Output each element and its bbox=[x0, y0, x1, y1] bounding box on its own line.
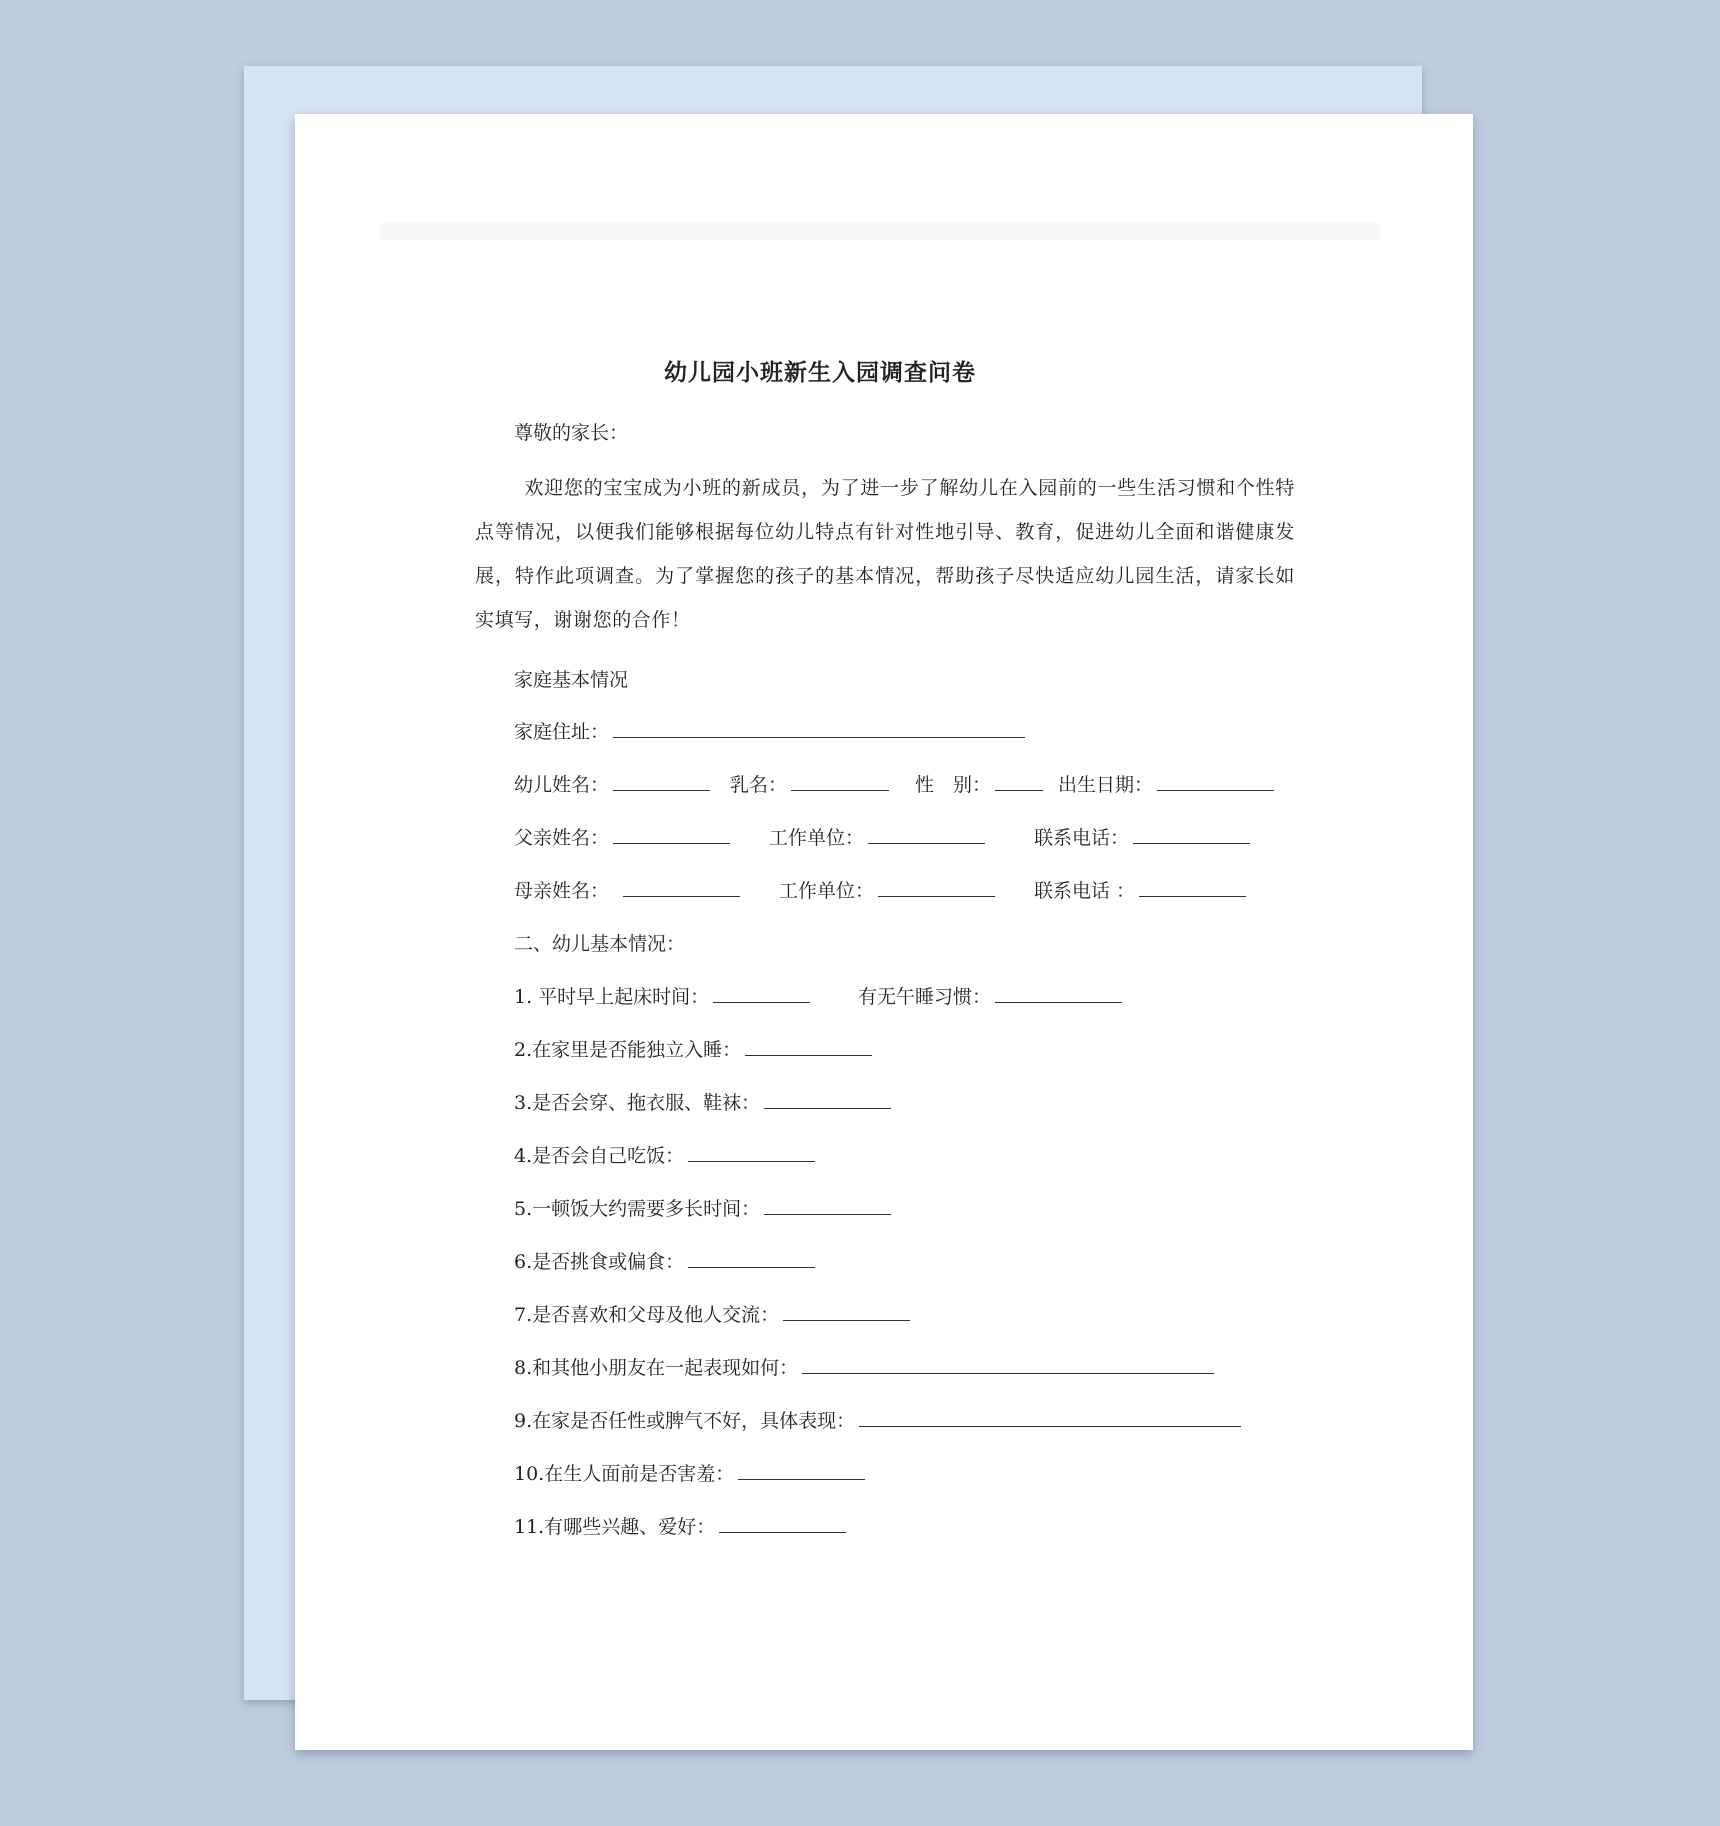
question-3-row bbox=[514, 1091, 891, 1115]
question-1-row bbox=[514, 985, 1314, 1009]
question-1a-label: 1. 平时早上起床时间： bbox=[514, 986, 710, 1008]
mother-name-label: 母亲姓名： bbox=[514, 880, 610, 902]
question-11-row bbox=[514, 1515, 846, 1539]
address-label: 家庭住址： bbox=[514, 721, 610, 743]
father-phone-field[interactable] bbox=[1133, 829, 1250, 844]
mother-work-field[interactable] bbox=[878, 882, 995, 897]
child-section-heading: 二、幼儿基本情况： bbox=[514, 933, 686, 955]
question-5-label: 5.一顿饭大约需要多长时间： bbox=[514, 1198, 761, 1220]
father-work-field[interactable] bbox=[868, 829, 985, 844]
father-work-label: 工作单位： bbox=[769, 827, 865, 849]
father-name-label: 父亲姓名： bbox=[514, 827, 610, 849]
question-4-label: 4.是否会自己吃饭： bbox=[514, 1145, 685, 1167]
question-7-row bbox=[514, 1303, 910, 1327]
question-2-row bbox=[514, 1038, 872, 1062]
question-10-label: 10.在生人面前是否害羞： bbox=[514, 1463, 735, 1485]
question-10-row bbox=[514, 1462, 865, 1486]
document-content bbox=[295, 114, 1473, 1750]
child-info-row bbox=[514, 773, 1314, 797]
question-1b-field[interactable] bbox=[995, 988, 1122, 1003]
child-name-field[interactable] bbox=[613, 776, 710, 791]
gender-field[interactable] bbox=[995, 776, 1043, 791]
question-4-field[interactable] bbox=[688, 1147, 815, 1162]
document-page bbox=[295, 114, 1473, 1750]
question-4-row bbox=[514, 1144, 815, 1168]
question-7-field[interactable] bbox=[783, 1306, 910, 1321]
father-phone-label: 联系电话： bbox=[1034, 827, 1130, 849]
nickname-field[interactable] bbox=[791, 776, 889, 791]
question-1b-label: 有无午睡习惯： bbox=[858, 986, 992, 1008]
question-2-field[interactable] bbox=[745, 1041, 872, 1056]
child-name-label: 幼儿姓名： bbox=[514, 774, 610, 796]
document-title: 幼儿园小班新生入园调查问卷 bbox=[664, 359, 976, 386]
mother-work-label: 工作单位： bbox=[779, 880, 875, 902]
question-11-label: 11.有哪些兴趣、爱好： bbox=[514, 1516, 716, 1538]
question-3-field[interactable] bbox=[764, 1094, 891, 1109]
question-9-label: 9.在家是否任性或脾气不好，具体表现： bbox=[514, 1410, 856, 1432]
mother-phone-field[interactable] bbox=[1139, 882, 1246, 897]
question-11-field[interactable] bbox=[719, 1518, 846, 1533]
question-6-field[interactable] bbox=[688, 1253, 815, 1268]
mother-phone-label: 联系电话 ： bbox=[1034, 880, 1136, 902]
question-9-field[interactable] bbox=[859, 1412, 1241, 1427]
question-9-row bbox=[514, 1409, 1241, 1433]
question-5-field[interactable] bbox=[764, 1200, 891, 1215]
question-7-label: 7.是否喜欢和父母及他人交流： bbox=[514, 1304, 780, 1326]
question-10-field[interactable] bbox=[738, 1465, 865, 1480]
question-5-row bbox=[514, 1197, 891, 1221]
mother-info-row bbox=[514, 879, 1314, 903]
mother-name-field[interactable] bbox=[623, 882, 740, 897]
question-6-row bbox=[514, 1250, 815, 1274]
question-6-label: 6.是否挑食或偏食： bbox=[514, 1251, 685, 1273]
address-row bbox=[514, 720, 1025, 744]
nickname-label: 乳名： bbox=[730, 774, 788, 796]
gender-label: 性 别： bbox=[915, 774, 992, 796]
family-section-heading: 家庭基本情况 bbox=[514, 669, 629, 691]
question-8-field[interactable] bbox=[802, 1359, 1214, 1374]
birthdate-field[interactable] bbox=[1157, 776, 1274, 791]
father-name-field[interactable] bbox=[613, 829, 730, 844]
question-8-label: 8.和其他小朋友在一起表现如何： bbox=[514, 1357, 799, 1379]
question-1a-field[interactable] bbox=[713, 988, 810, 1003]
question-8-row bbox=[514, 1356, 1214, 1380]
question-2-label: 2.在家里是否能独立入睡： bbox=[514, 1039, 742, 1061]
greeting: 尊敬的家长： bbox=[514, 422, 629, 444]
address-field[interactable] bbox=[613, 723, 1025, 738]
father-info-row bbox=[514, 826, 1314, 850]
intro-paragraph: 欢迎您的宝宝成为小班的新成员，为了进一步了解幼儿在入园前的一些生活习惯和个性特点等情况，以便我们能够根据每位幼儿特点有针对性地引导、教育，促进幼儿全面和谐健康发展，特作此项调查。为了掌握您的孩子的基本情况，帮助孩子尽快适应幼儿园生活，请家长如实填写，谢谢您的合作！ bbox=[475, 477, 1295, 631]
birthdate-label: 出生日期： bbox=[1058, 774, 1154, 796]
question-3-label: 3.是否会穿、拖衣服、鞋袜： bbox=[514, 1092, 761, 1114]
